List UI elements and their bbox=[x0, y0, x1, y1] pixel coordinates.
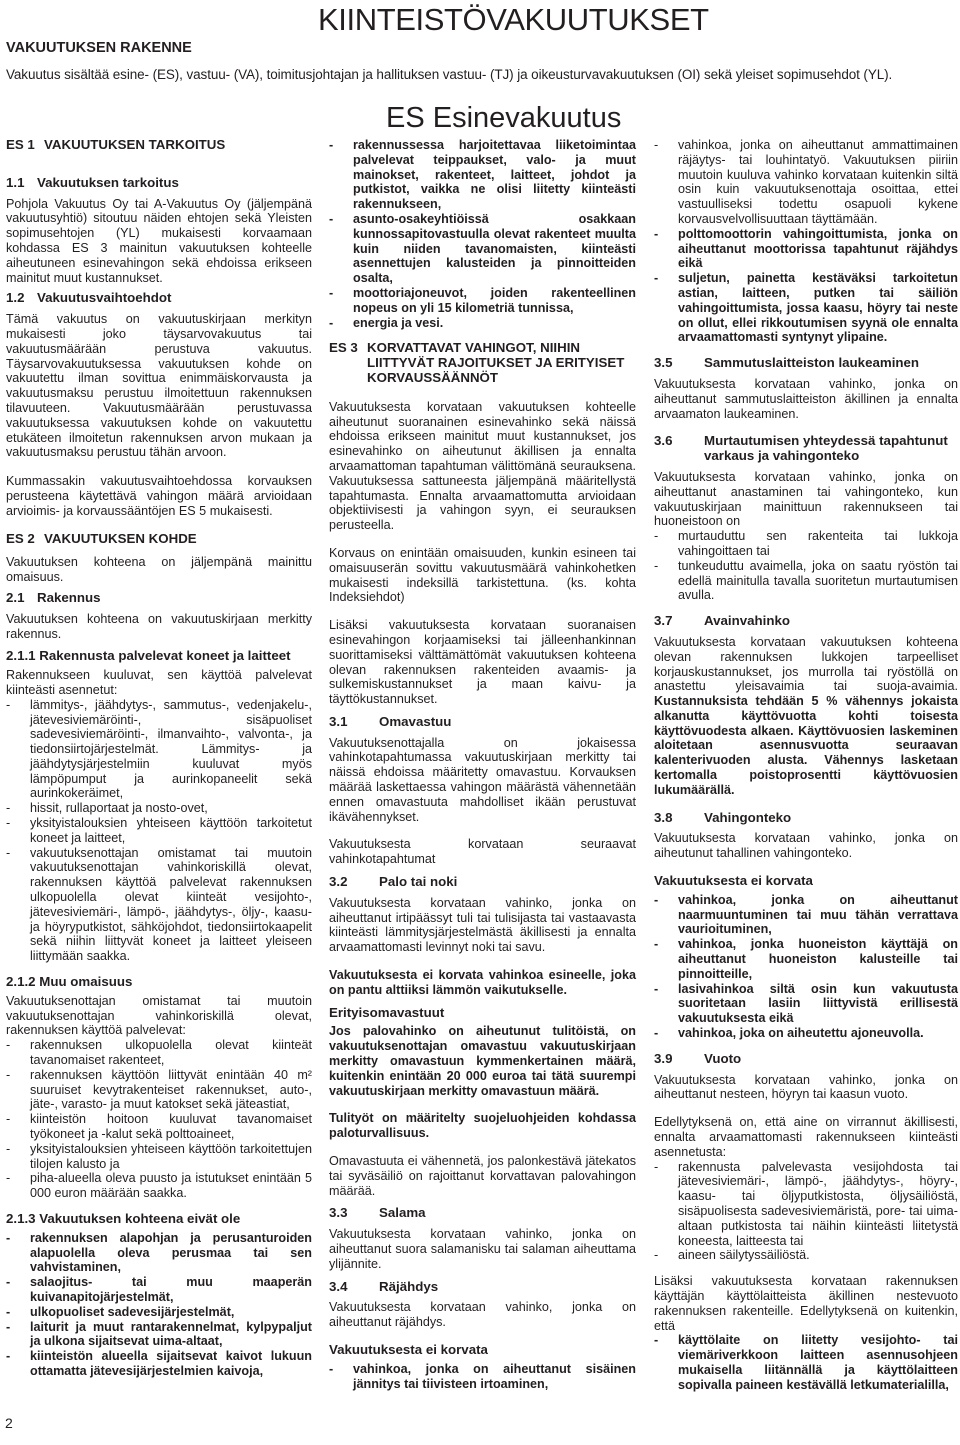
es3-number: ES 3 bbox=[329, 340, 358, 356]
es3-text-3: Lisäksi vakuutuksesta korvataan suoranaisen esinevahingon korjaamiseksi tai jälleenhankinnan suorittamiseksi välttämättömät vakuutuksen kohteena olevan rakennuksen rakenteiden avaamis- ja sulkemiskustannukset ja maan kaivu- ja täyttökustannukset. bbox=[329, 618, 636, 707]
s37-text bbox=[654, 635, 958, 798]
page-number: 2 bbox=[5, 1415, 13, 1431]
es2-title: VAKUUTUKSEN KOHDE bbox=[44, 530, 197, 546]
es3-text-1: Vakuutuksesta korvataan vakuutuksen kohteelle aiheutunut suoranainen esinevahinko sekä näissä ehdoissa erikseen mainitut muut kustannukset, jos esinevahinko on aiheutunut äkillisen ja ennalta arvaamattoman tapahtuman välittömänä seurauksena. Vakuutuksessa sattuneesta jäljempänä määritellystä tapahtumasta. Ennalta arvaamattomutta arvioidaan objektiivisesti ja vahingon syyn, ei seurauksen perusteella. bbox=[329, 399, 636, 533]
s36-number: 3.6 bbox=[654, 433, 673, 449]
list-item: - polttomoottorin vahingoittumista, jonka on aiheuttanut moottorissa tapahtunut räjähdys eikä bbox=[654, 227, 958, 271]
list-item: - laiturit ja muut rantarakennelmat, kylpypaljut ja ulkona sijaitsevat uima-altaat, bbox=[6, 1320, 312, 1350]
list-item: - moottoriajoneuvot, joiden rakenteellinen nopeus on yli 15 kilometriä tunnissa, bbox=[329, 286, 636, 316]
s212-list bbox=[6, 1038, 312, 1201]
list-item: - tunkeuduttu avaimella, joka on saatu ryöstön tai edellä mainitulla tavalla suoritetun murtautumisen avulla. bbox=[654, 559, 958, 603]
s31-text-1: Vakuutuksenottajalla on jokaisessa vahinkotapahtumassa vakuutuskirjaan merkitty tai näissä ehdoissa määritetty omavastuu. Korvauksen määrää laskettaessa vahingon määrästä vähennetään ennen omavastuuta mahdolliset ikään perustuvat ikävähennykset. bbox=[329, 735, 636, 824]
s38-text: Vakuutuksesta korvataan vahinko, jonka on aiheutunut tahallinen vahingonteko. bbox=[654, 831, 958, 861]
s33-text: Vakuutuksesta korvataan vahinko, jonka on aiheuttanut suora salamanisku tai salaman aiheuttama ylijännite. bbox=[329, 1227, 636, 1271]
col2-exclusions-heading: Vakuutuksesta ei korvata bbox=[329, 1341, 488, 1357]
list-item: - käyttölaite on liitetty vesijohto- tai viemäriverkkoon laitteen asennusohjeen mukaisella liitännällä ja käyttölaitteen sopivalla paineen kestävällä letkumaterialilla, bbox=[654, 1333, 958, 1392]
s32-exclusion: Vakuutuksesta ei korvata vahinkoa esineelle, joka on pantu alttiiksi lämmön vaikutukselle. bbox=[329, 968, 636, 997]
list-item: - piha-alueella oleva puusto ja istutukset enintään 5 000 euron määrään saakka. bbox=[6, 1171, 312, 1201]
s38-heading bbox=[654, 811, 958, 826]
s213-heading: 2.1.3 Vakuutuksen kohteena eivät ole bbox=[6, 1211, 241, 1226]
s34-title: Räjähdys bbox=[379, 1278, 439, 1294]
s36-heading bbox=[654, 434, 958, 464]
s37-text-plain: Vakuutuksesta korvataan vakuutuksen kohteena olevan rakennuksen lukkojen tarpeelliset korjauskustannukset, jos murrolla tai ryöstöllä on anastettu yleisavaimia tai suoja-avaimia. bbox=[654, 634, 958, 694]
s213-list bbox=[6, 1231, 312, 1379]
s37-title: Avainvahinko bbox=[704, 613, 790, 629]
es1-title: VAKUUTUKSEN TARKOITUS bbox=[44, 137, 226, 152]
s39-text-3: Lisäksi vakuutuksesta korvataan rakennuksen käyttäjän käyttölaitteista äkillinen nestevuoto rakennuksen rakenteille. Edellytyksenä on kuitenkin, että bbox=[654, 1274, 958, 1333]
structure-intro: Vakuutus sisältää esine- (ES), vastuu- (VA), toimitusjohtajan ja hallituksen vastuu- (TJ) ja oikeusturvavakuutuksen (OI) sekä yleiset sopimusehdot (YL). bbox=[6, 67, 893, 82]
s32-title: Palo tai noki bbox=[379, 874, 458, 890]
s38-number: 3.8 bbox=[654, 809, 673, 825]
s11-heading bbox=[6, 176, 312, 191]
list-item: - lasivahinkoa siltä osin kun vakuutusta suoritetaan lasiin liittyvistä erillisestä vakuutuksesta eikä bbox=[654, 982, 958, 1026]
es2-heading bbox=[6, 532, 312, 547]
column-1 bbox=[6, 138, 312, 1390]
s36-text: Vakuutuksesta korvataan vahinko, jonka on aiheuttanut anastaminen tai vahingonteko, kun vakuutuskirjaan mainittuun rakennukseen tai huoneistoon on bbox=[654, 469, 958, 529]
s35-number: 3.5 bbox=[654, 355, 673, 371]
list-item: - asunto-osakeyhtiöissä osakkaan kunnossapitovastuulla olevat rakenteet muulta kuin niiden tavanomaisten, kiinteästi asennettujen kalusteiden ja pinnoitteiden osalta, bbox=[329, 212, 636, 286]
col3-exclusions-heading: Vakuutuksesta ei korvata bbox=[654, 873, 813, 889]
s35-title: Sammutuslaitteiston laukeaminen bbox=[704, 355, 920, 371]
col2-exclusions-list bbox=[329, 1362, 636, 1392]
col3-exclusions-list bbox=[654, 893, 958, 1041]
es2-number: ES 2 bbox=[6, 530, 35, 546]
s12-heading bbox=[6, 291, 312, 306]
s33-number: 3.3 bbox=[329, 1205, 348, 1221]
es1-heading bbox=[6, 138, 312, 153]
s11-text: Pohjola Vakuutus Oy tai A-Vakuutus Oy (jäljempänä vakuutusyhtiö) sitoutuu näiden ehtojen sekä Yleisten sopimusehtojen (YL) mukaisesti korvaamaan kohdassa ES 3 mainitun vakuutuksen kohteelle aiheutuneen esinevahingon sekä ehdoissa erikseen mainitut muut kustannukset. bbox=[6, 196, 312, 285]
list-item: - rakennuksen käyttöön liittyvät enintään 40 m² suuruiset kevytrakenteiset rakennukset, auto-, jäte-, varasto- ja muut katokset sekä jäteastiat, bbox=[6, 1068, 312, 1112]
s31-title: Omavastuu bbox=[379, 713, 452, 729]
erityis-heading: Erityisomavastuut bbox=[329, 1004, 445, 1020]
column-3 bbox=[654, 138, 958, 1404]
list-item: - vahinkoa, jonka huoneiston käyttäjä on aiheuttanut huoneiston kalusteille tai pinnoitteille, bbox=[654, 937, 958, 981]
s39-condition-list bbox=[654, 1333, 958, 1392]
s37-number: 3.7 bbox=[654, 613, 673, 629]
s31-number: 3.1 bbox=[329, 713, 348, 729]
s35-text: Vakuutuksesta korvataan vahinko, jonka on aiheuttanut sammutuslaitteiston äkillinen ja ennalta arvaamaton laukeaminen. bbox=[654, 376, 958, 421]
es2-text: Vakuutuksen kohteena on jäljempänä mainittu omaisuus. bbox=[6, 555, 312, 585]
s32-text: Vakuutuksesta korvataan vahinko, jonka on aiheuttanut irtipäässyt tuli tai tulisijasta tai vastaavasta kiinteästi lämmitysjärjestelmästä äkillisesti ja ennalta arvaamattomasti levinnyt noki tai savu. bbox=[329, 895, 636, 955]
list-item: - murtauduttu sen rakenteita tai lukkoja vahingoittaen tai bbox=[654, 529, 958, 559]
s34-heading bbox=[329, 1280, 636, 1295]
s37-text-bold: Kustannuksista tehdään 5 % vähennys jokaista alkanutta käyttövuotta kohti toisesta käyttövuodesta alkaen. Käyttövuosien laskeminen aloitetaan asennusvuotta seuraavan kalenterivuoden alusta. Vähennys lasketaan kertomalla poistoprosentti käyttövuosien lukumäärällä. bbox=[654, 694, 958, 797]
s39-title: Vuoto bbox=[704, 1050, 742, 1066]
document-title: KIINTEISTÖVAKUUTUKSET bbox=[318, 2, 709, 37]
s12-text: Tämä vakuutus on vakuutuskirjaan merkityn mukaisesti joko täysarvovakuutus tai vakuutusmäärään perustuva vakuutus. Täysarvovakuutuksessa vakuutuksen kohde on vakuutettu ilman sovittua enimmäiskorvausta ja vakuutusmaksu perustuu ilmoitettuun rakennuksen tilavuuteen. Vakuutusmäärään perustuvassa vakuutuksessa vakuutuksen kohde on vakuutettu etukäteen ilmoitetun rakennuksen arvon mukaan ja vakuutusmaksu perustuu tähän arvoon. bbox=[6, 312, 312, 460]
s34-number: 3.4 bbox=[329, 1278, 348, 1294]
list-item: - rakennusta palvelevasta vesijohdosta tai jätevesiviemäri-, lämpö-, jäähdytys-, höyry-, kaasu- tai öljyputkistosta, öljysäiliöstä, sisäpuolisesta sadevesiviemäristä, pore- tai uima-altaan putkistosta tai näihin kiinteästi liitetystä koneesta, laitteesta tai bbox=[654, 1160, 958, 1249]
s39-number: 3.9 bbox=[654, 1050, 673, 1066]
list-item: - aineen säilytyssäiliöstä. bbox=[654, 1248, 958, 1263]
s21-title: Rakennus bbox=[37, 589, 101, 605]
s212-intro: Vakuutuksenottajan omistamat tai muutoin vakuutuksenottajan vahinkoriskillä olevat, rakennuksen käyttöä palvelevat: bbox=[6, 993, 312, 1038]
s36-title: Murtautumisen yhteydessä tapahtunut varkaus ja vahingonteko bbox=[704, 433, 948, 464]
s12-text-2: Kummassakin vakuutusvaihtoehdossa korvauksen perusteena käytettävä vahingon määrä arvioidaan arvioimis- ja korvaussääntöjen ES 5 mukaisesti. bbox=[6, 474, 312, 518]
list-item: - suljetun, painetta kestäväksi tarkoitetun astian, laitteen, putken tai säiliön vahingoittumista, jossa kaasu, höyry tai neste on ollut, ellei rikkoutumisen syynä ole ennalta arvaamattomasti syntynyt ylipaine. bbox=[654, 271, 958, 345]
s39-text: Vakuutuksesta korvataan vahinko, jonka on aiheuttanut nesteen, höyryn tai kaasun vuoto. bbox=[654, 1072, 958, 1102]
s33-title: Salama bbox=[379, 1205, 426, 1221]
list-item: - vahinkoa, jonka on aiheuttanut sisäinen jännitys tai tiivisteen irtoaminen, bbox=[329, 1362, 636, 1392]
list-item: - vakuutuksenottajan omistamat tai muutoin vakuutuksenottajan vahinkoriskillä olevat, rakennuksen käyttöä palvelevat rakennuksen ulkopuolella olevat kiinteät vesijohto-, jätevesiviemäri-, lämpö-, jäähdytys-, öljy-, kaasu- ja höyryputkistot, sähköjohdot, tiedonsiirtokaapelit sekä niihin liittyvät koneet ja laitteet yleiseen liittymään saakka. bbox=[6, 846, 312, 964]
erityis-text: Omavastuuta ei vähennetä, jos palonkestävä jätekatos tai syväsäiliö on rajoittanut korvattavan palovahingon määrää. bbox=[329, 1154, 636, 1198]
s11-title: Vakuutuksen tarkoitus bbox=[37, 174, 179, 190]
list-item: - yksityistalouksien yhteiseen käyttöön tarkoitetut koneet ja laitteet, bbox=[6, 816, 312, 846]
s21-text: Vakuutuksen kohteena on vakuutuskirjaan merkitty rakennus. bbox=[6, 611, 312, 641]
s33-heading bbox=[329, 1206, 636, 1221]
es3-heading bbox=[329, 341, 636, 385]
s31-heading bbox=[329, 715, 636, 730]
s12-number: 1.2 bbox=[6, 290, 25, 306]
s21-number: 2.1 bbox=[6, 589, 25, 605]
structure-heading: VAKUUTUKSEN RAKENNE bbox=[6, 40, 192, 56]
s31-text-2: Vakuutuksesta korvataan seuraavat vahinkotapahtumat bbox=[329, 837, 636, 867]
s32-heading bbox=[329, 875, 636, 890]
list-item: - ulkopuoliset sadevesijärjestelmät, bbox=[6, 1305, 312, 1320]
s39-list bbox=[654, 1160, 958, 1264]
s39-text-2: Edellytyksenä on, että aine on virrannut äkillisesti, ennalta arvaamattomasti rakennukseen kiinteästi asennetusta: bbox=[654, 1115, 958, 1159]
list-item: - vahinkoa, joka on aiheutettu ajoneuvolla. bbox=[654, 1026, 958, 1041]
s21-heading bbox=[6, 591, 312, 606]
s39-heading bbox=[654, 1052, 958, 1067]
s38-title: Vahingonteko bbox=[704, 809, 792, 825]
exclusions-continued-list bbox=[329, 138, 636, 330]
list-item: - rakennuksen alapohjan ja perusanturoiden alapuolella oleva perusmaa tai sen vahvistaminen, bbox=[6, 1231, 312, 1275]
section-title: ES Esinevakuutus bbox=[386, 102, 622, 134]
list-item: - energia ja vesi. bbox=[329, 316, 636, 331]
s36-list bbox=[654, 529, 958, 603]
list-item: - vahinkoa, jonka on aiheuttanut ammattimainen räjäytys- tai louhintatyö. Vakuutuksen piiriin muutoin kuuluva vahinko korvataan kuitenkin siltä osin kuin vakuutuksenottaja osoittaa, ettei vastuulliseksi todettu osapuoli kykene korvausvelvollisuuttaan täyttämään. bbox=[654, 138, 958, 227]
list-item: - hissit, rullaportaat ja nosto-ovet, bbox=[6, 801, 312, 816]
erityis-bold-2: Tulityöt on määritelty suojeluohjeiden kohdassa paloturvallisuus. bbox=[329, 1111, 636, 1141]
s12-title: Vakuutusvaihtoehdot bbox=[37, 290, 172, 306]
s11-number: 1.1 bbox=[6, 174, 25, 190]
s37-heading bbox=[654, 614, 958, 629]
column-2 bbox=[329, 138, 636, 1402]
s32-number: 3.2 bbox=[329, 874, 348, 890]
s34-text: Vakuutuksesta korvataan vahinko, jonka on aiheuttanut räjähdys. bbox=[329, 1300, 636, 1330]
s35-heading bbox=[654, 356, 958, 371]
list-item: - kiinteistön hoitoon kuuluvat tavanomaiset työkoneet ja -kalut sekä polttoaineet, bbox=[6, 1112, 312, 1142]
list-item: - vahinkoa, jonka on aiheuttanut naarmuuntuminen tai muu tähän verrattava vaurioituminen, bbox=[654, 893, 958, 937]
erityis-bold-1: Jos palovahinko on aiheutunut tulitöistä, on vakuutuksenottajan omavastuu vakuutuskirjaan merkitty omavastuun kymmenkertainen määrä, kuitenkin enintään 20 000 euroa tai tätä suurempi vakuutuskirjaan merkitty omavastuun määrä. bbox=[329, 1024, 636, 1098]
explosion-exclusions-list bbox=[654, 138, 958, 345]
list-item: - lämmitys-, jäähdytys-, sammutus-, vedenjakelu-, jätevesiviemäröinti-, sisäpuoliset sadevesiviemäröinti-, ilmanvaihto-, valvonta-, ja tiedonsiirtojärjestelmät. Lämmitys- ja jäähdytysjärjestelmiin kuuluvat myös lämpöpumput ja aurinkopaneelit sekä aurinkokeräimet, bbox=[6, 698, 312, 802]
list-item: - rakennussessa harjoitettavaa liiketoimintaa palvelevat teippaukset, valo- ja muut mainokset, rakenteet, laitteet, johdot ja putkistot, vaikka ne olisi liitetty kiinteästi rakennukseen, bbox=[329, 138, 636, 212]
list-item: - yksityistalouksien yhteiseen käyttöön tarkoitettujen tilojen kalusto ja bbox=[6, 1142, 312, 1172]
list-item: - kiinteistön alueella sijaitsevat kaivot lukuun ottamatta jätevesijärjestelmien kaivoja, bbox=[6, 1349, 312, 1379]
es3-title: KORVATTAVAT VAHINGOT, NIIHIN LIITTYVÄT RAJOITUKSET JA ERITYISET KORVAUSSÄÄNNÖT bbox=[367, 340, 625, 385]
s211-list bbox=[6, 698, 312, 964]
es1-number: ES 1 bbox=[6, 137, 35, 152]
es3-text-2: Korvaus on enintään omaisuuden, kunkin esineen tai omaisuuserän sovittu vakuutusmäärä vahinkohetken mukaisesti indeksillä tarkistettuna. (ks. kohta Indeksiehdot) bbox=[329, 545, 636, 605]
list-item: - rakennuksen ulkopuolella olevat kiinteät tavanomaiset rakenteet, bbox=[6, 1038, 312, 1068]
s211-intro: Rakennukseen kuuluvat, sen käyttöä palvelevat kiinteästi asennetut: bbox=[6, 668, 312, 697]
list-item: - salaojitus- tai muu maaperän kuivanapitojärjestelmät, bbox=[6, 1275, 312, 1305]
s212-heading: 2.1.2 Muu omaisuus bbox=[6, 974, 133, 990]
s211-heading: 2.1.1 Rakennusta palvelevat koneet ja laitteet bbox=[6, 648, 291, 664]
